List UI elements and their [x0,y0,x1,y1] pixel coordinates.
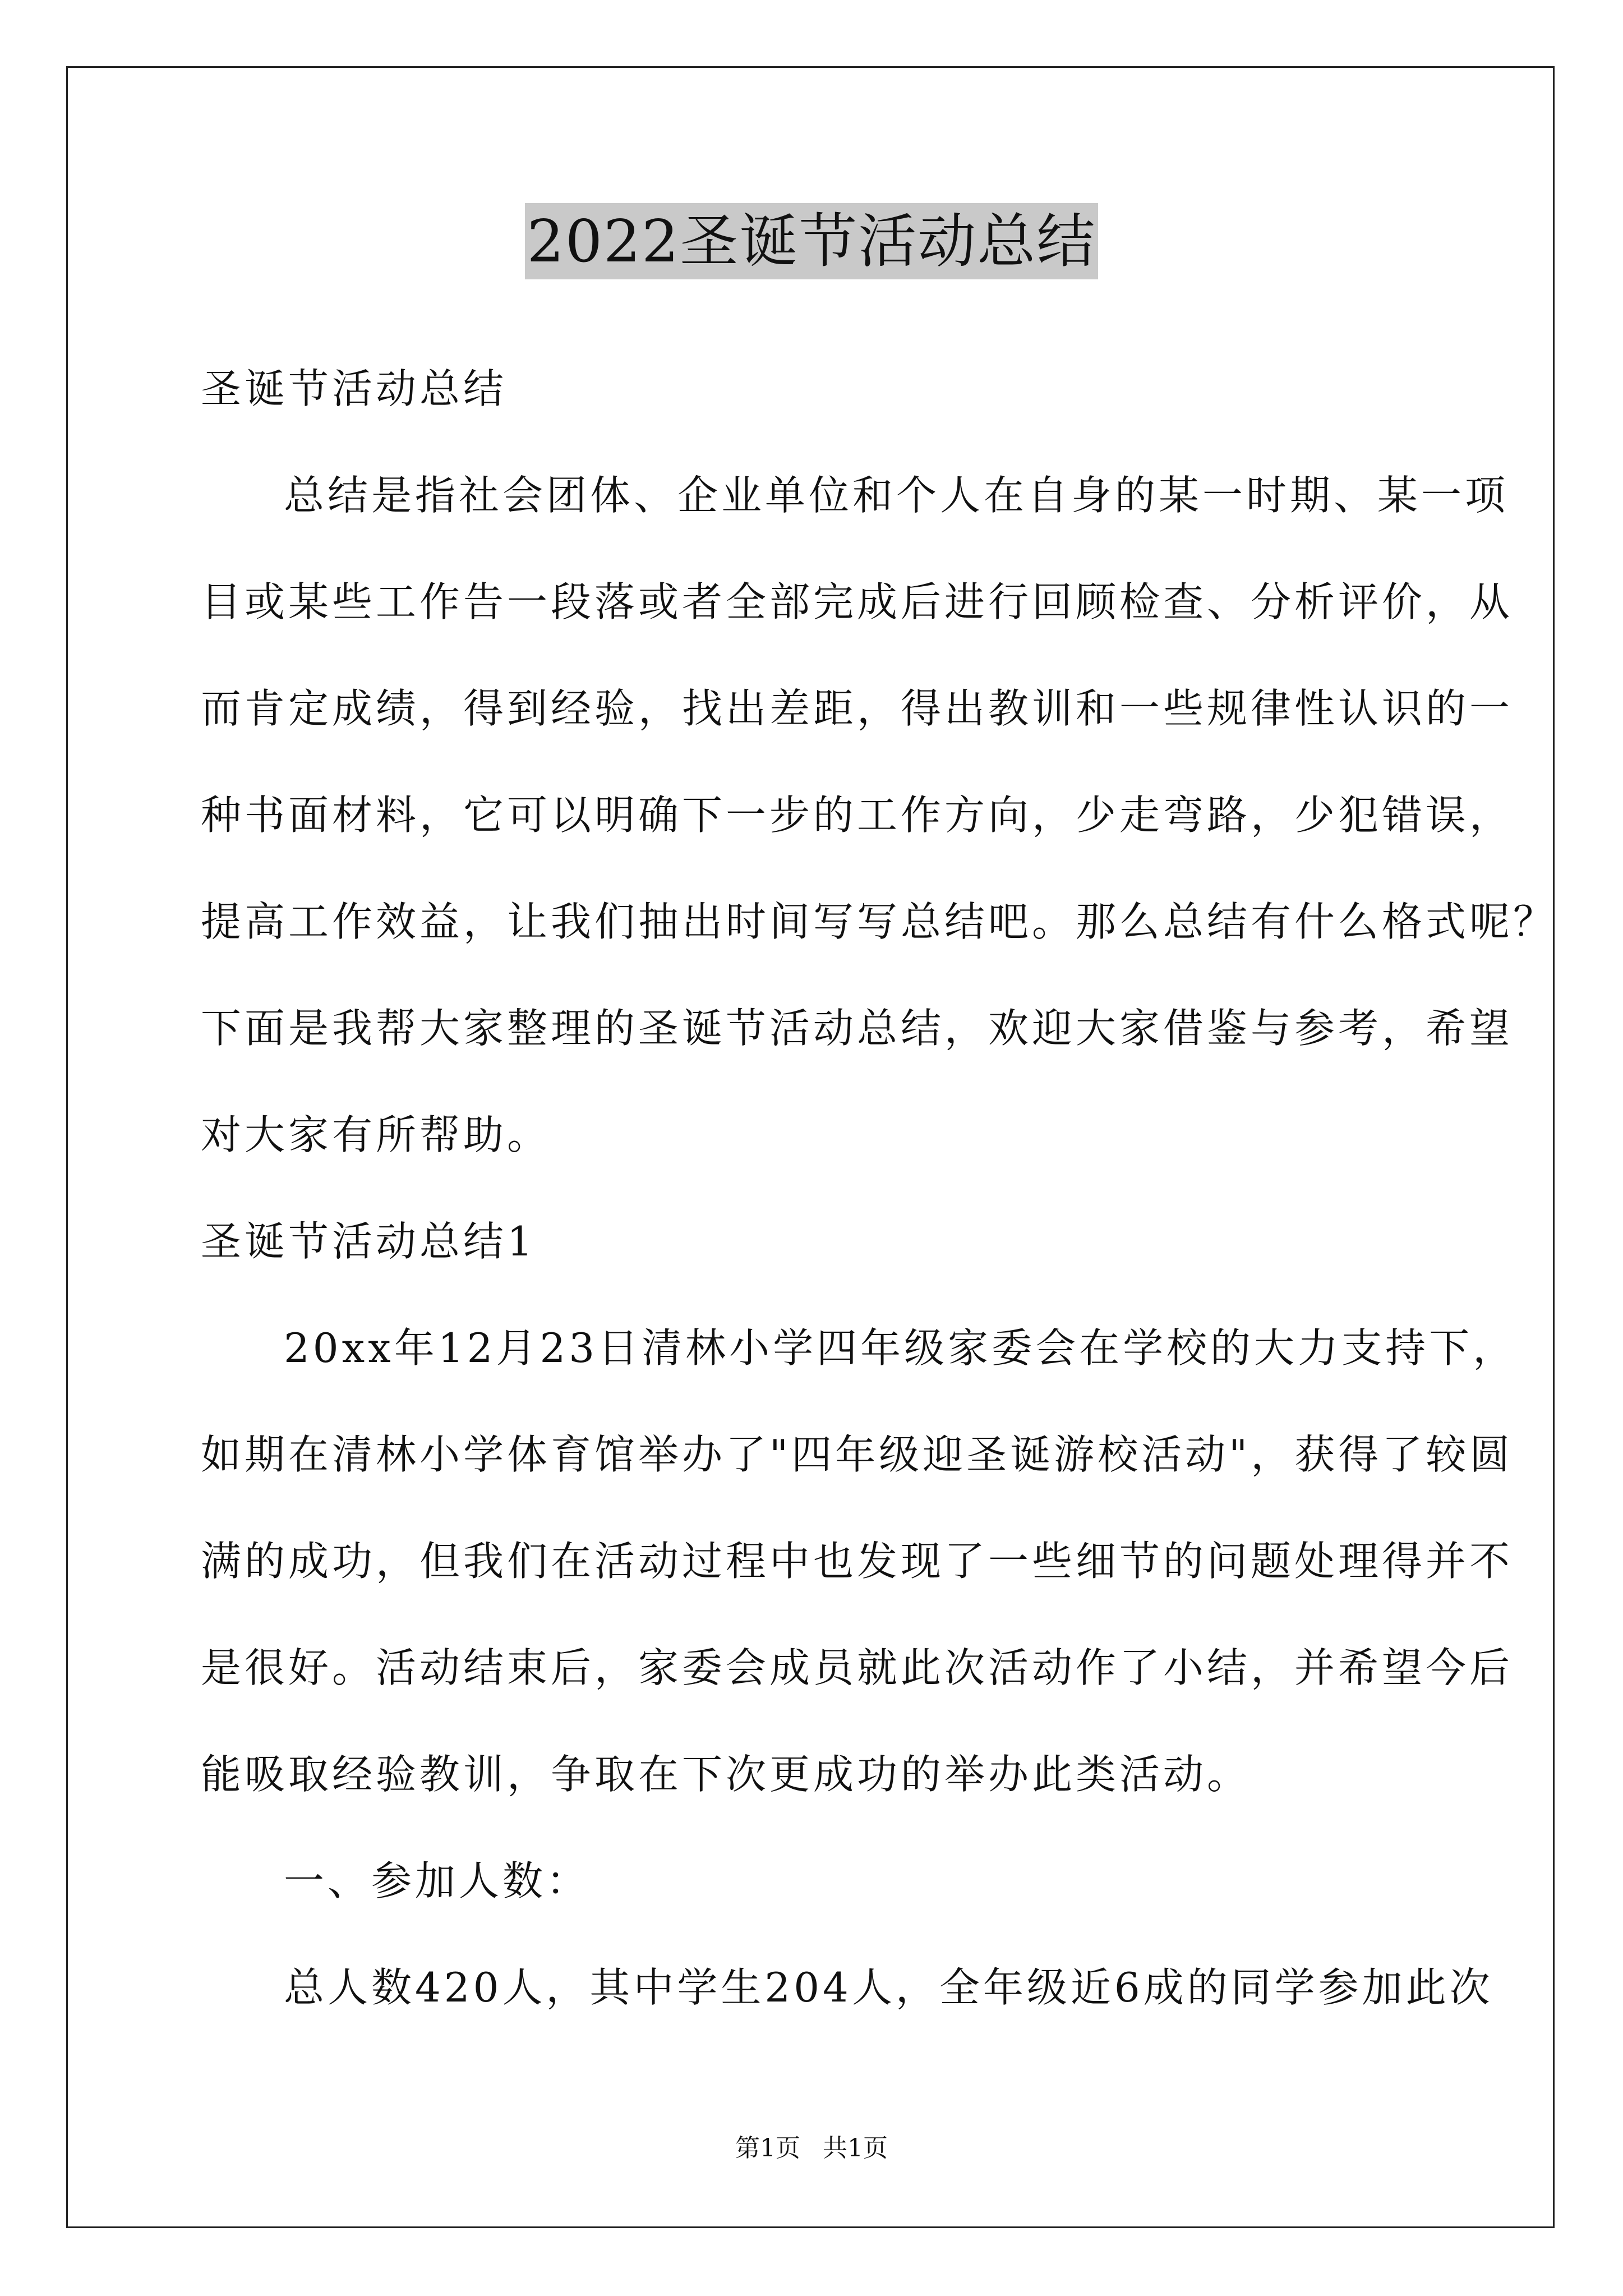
body-line-3: 目或某些工作告一段落或者全部完成后进行回顾检查、分析评价，从 [201,578,1514,625]
subheading-participants: 一、参加人数： [284,1857,591,1904]
body-line-12: 满的成功，但我们在活动过程中也发现了一些细节的问题处理得并不 [201,1538,1514,1585]
body-line-6: 提高工作效益，让我们抽出时间写写总结吧。那么总结有什么格式呢？ [201,898,1557,945]
page-footer [0,2132,1623,2165]
body-line-11: 如期在清林小学体育馆举办了"四年级迎圣诞游校活动"，获得了较圆 [201,1431,1514,1478]
body-line-8: 对大家有所帮助。 [201,1111,551,1158]
section-heading-1: 圣诞节活动总结1 [201,1218,536,1265]
document-body [201,335,1557,2041]
title-wrap [0,203,1623,279]
page-number-total: 共1页 [823,2134,888,2162]
body-line-14: 能吸取经验教训，争取在下次更成功的举办此类活动。 [201,1751,1251,1798]
body-line-10: 20xx年12月23日清林小学四年级家委会在学校的大力支持下， [284,1324,1517,1372]
body-line-13: 是很好。活动结束后，家委会成员就此次活动作了小结，并希望今后 [201,1644,1514,1691]
document-title: 2022圣诞节活动总结 [525,203,1099,279]
page-number-current: 第1页 [735,2134,800,2162]
body-line-4: 而肯定成绩，得到经验，找出差距，得出教训和一些规律性认识的一 [201,685,1514,732]
body-line-16: 总人数420人，其中学生204人，全年级近6成的同学参加此次 [284,1964,1493,2011]
body-line-5: 种书面材料，它可以明确下一步的工作方向，少走弯路，少犯错误， [201,792,1514,839]
body-line-7: 下面是我帮大家整理的圣诞节活动总结，欢迎大家借鉴与参考，希望 [201,1005,1514,1052]
body-line-2: 总结是指社会团体、企业单位和个人在自身的某一时期、某一项 [284,472,1509,519]
body-line-1: 圣诞节活动总结 [201,365,508,412]
